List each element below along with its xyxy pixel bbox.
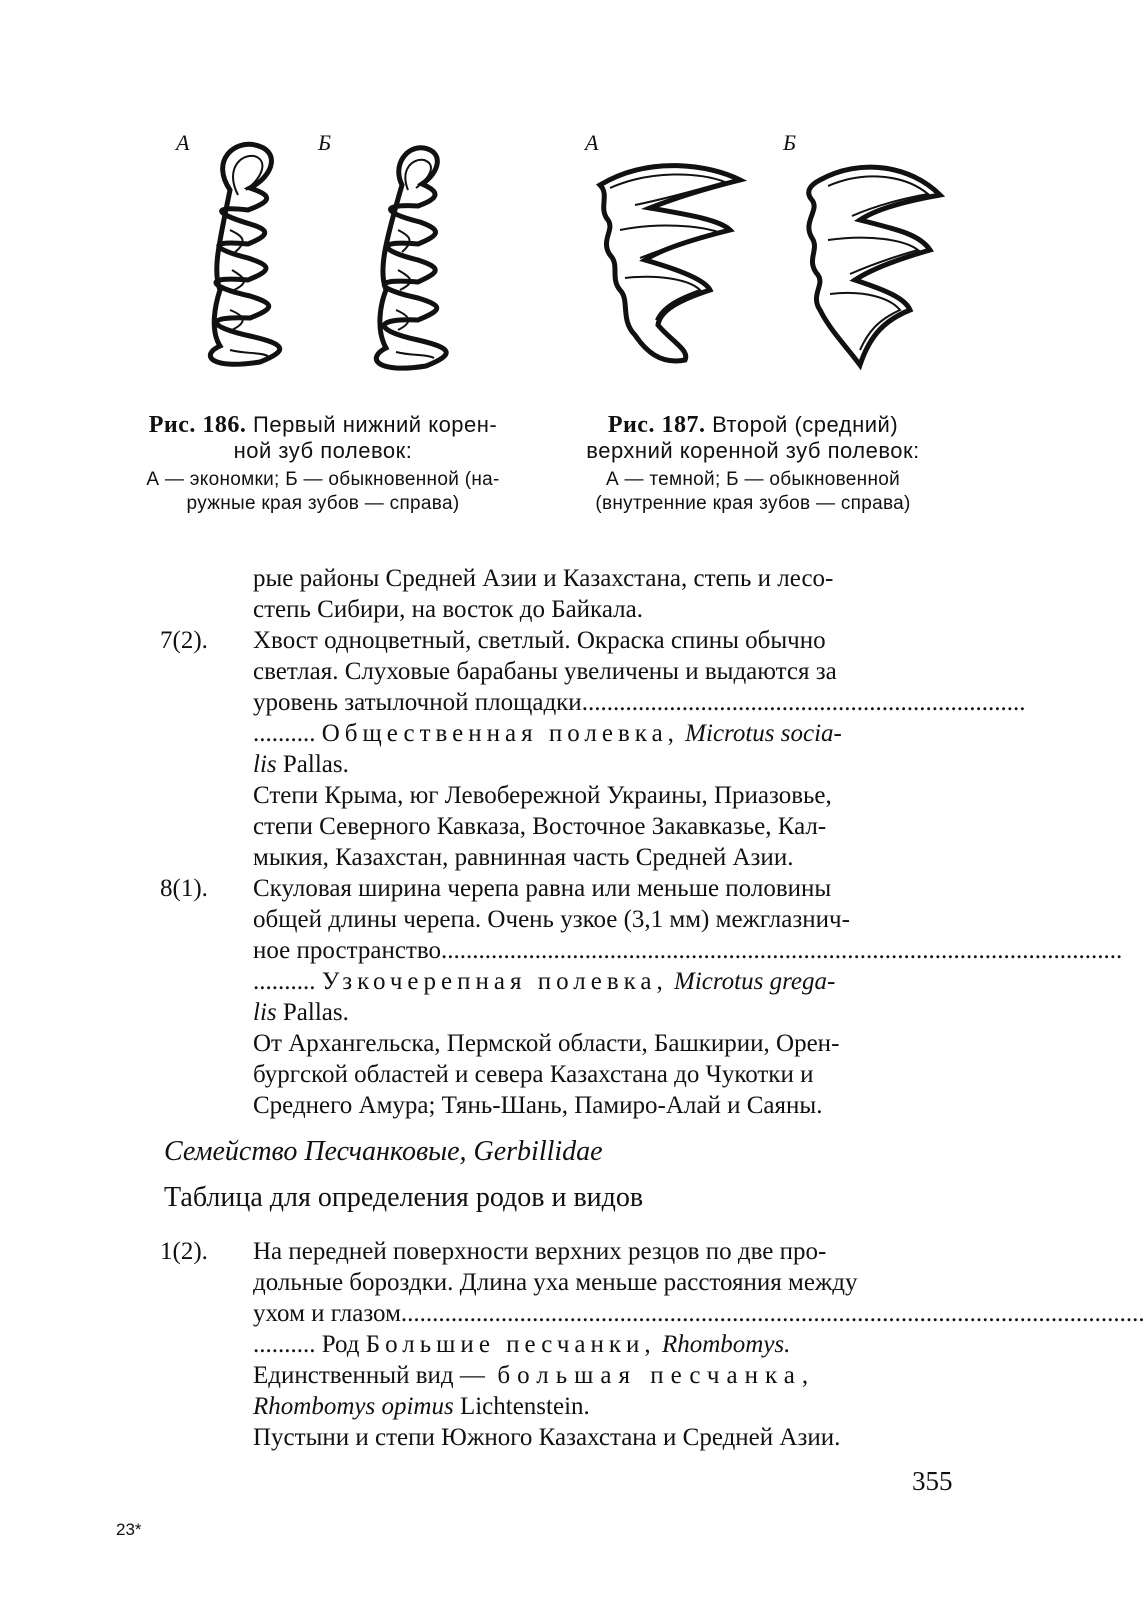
text-line: степи Северного Кавказа, Восточное Закавказье, Кал- — [253, 813, 827, 840]
species-name: Общественная полевка, — [321, 720, 679, 747]
genus-label: Род — [321, 1331, 360, 1358]
species-line — [253, 1329, 949, 1360]
leader-dots: ....................................................................... — [581, 689, 1026, 716]
text-line: Хвост одноцветный, светлый. Окраска спины обычно — [253, 627, 826, 654]
text-line: дольные бороздки. Длина уха меньше расстояния между — [253, 1269, 858, 1296]
leader-dots: .......... — [253, 1331, 316, 1358]
species-line — [253, 749, 949, 780]
fig187-label-b: Б — [783, 130, 796, 155]
leader-dots: ............................................................................................................. — [441, 937, 1123, 964]
text-line: бургской областей и севера Казахстана до Чукотки и — [253, 1061, 814, 1088]
fig187-caption-desc-1: А — темной; Б — обыкновенной — [605, 469, 901, 490]
species-line — [253, 1360, 949, 1391]
table-title: Таблица для определения родов и видов — [164, 1182, 644, 1213]
species-latin: Microtus socia- — [685, 720, 842, 747]
fig186-caption-desc-1: А — экономки; Б — обыкновенной (на- — [146, 469, 500, 490]
fig186-label-a: А — [176, 130, 190, 155]
signature-mark: 23* — [116, 1520, 142, 1539]
fig186-caption-desc-2: ружные края зубов — справа) — [186, 493, 460, 514]
fig187-caption-title-1: Второй (средний) — [712, 412, 899, 437]
text-fragment: ухом и глазом — [253, 1300, 401, 1327]
species-latin: Microtus grega- — [674, 968, 836, 995]
text-line — [253, 687, 1026, 718]
tooth-a-187-illustration — [590, 160, 760, 370]
species-author: Lichtenstein. — [459, 1393, 590, 1420]
species-line — [253, 997, 949, 1028]
fig186-caption-title-2: ной зуб полевок: — [233, 438, 413, 463]
species-line — [253, 1391, 949, 1422]
fig186-caption-number: Рис. 186. — [148, 412, 247, 438]
fig187-caption-number: Рис. 187. — [607, 412, 706, 438]
text-line: От Архангельска, Пермской области, Башкирии, Орен- — [253, 1030, 840, 1057]
species-name: большая песчанка, — [497, 1362, 816, 1389]
species-latin: lis — [253, 999, 277, 1026]
species-line — [253, 966, 949, 997]
fig186-label-b: Б — [318, 130, 331, 155]
text-line: Пустыни и степи Южного Казахстана и Средней Азии. — [253, 1424, 841, 1451]
text-fragment: уровень затылочной площадки — [253, 689, 582, 716]
key-number-1: 1(2). — [160, 1238, 208, 1265]
genus-latin: Rhombomys. — [661, 1331, 791, 1358]
species-latin: lis — [253, 751, 277, 778]
text-line: На передней поверхности верхних резцов по две про- — [253, 1238, 827, 1265]
fig187-caption-title-2: верхний коренной зуб полевок: — [586, 438, 920, 463]
leader-dots: .......... — [253, 968, 316, 995]
text-line — [253, 935, 1123, 966]
page-number: 355 — [912, 1466, 953, 1496]
text-line: светлая. Слуховые барабаны увеличены и выдаются за — [253, 658, 837, 685]
family-heading: Семейство Песчанковые, Gerbillidae — [164, 1136, 603, 1167]
leader-dots: ....................................................................................................................... — [400, 1300, 1145, 1327]
text-line: Степи Крыма, юг Левобережной Украины, Приазовье, — [253, 782, 832, 809]
species-author: Pallas. — [282, 751, 349, 778]
fig186-caption — [118, 412, 528, 516]
fig187-label-a: А — [585, 130, 599, 155]
tooth-b-187-illustration — [790, 160, 950, 370]
species-line — [253, 718, 949, 749]
text-fragment: ное пространство — [253, 937, 441, 964]
key-number-8: 8(1). — [160, 875, 208, 902]
text-line: рые районы Средней Азии и Казахстана, степь и лесо- — [253, 565, 834, 592]
fig187-caption — [548, 412, 958, 516]
genus-name: Большие песчанки, — [365, 1331, 656, 1358]
tooth-a-186-illustration — [190, 140, 320, 390]
fig187-caption-desc-2: (внутренние края зубов — справа) — [595, 493, 911, 514]
text-line: мыкия, Казахстан, равнинная часть Средней Азии. — [253, 844, 794, 871]
text-line: Среднего Амура; Тянь-Шань, Памиро-Алай и Саяны. — [253, 1092, 823, 1119]
species-author: Pallas. — [282, 999, 349, 1026]
text-line: общей длины черепа. Очень узкое (3,1 мм) межглазнич- — [253, 906, 850, 933]
fig186-caption-title-1: Первый нижний корен- — [253, 412, 498, 437]
species-latin: Rhombomys opimus — [253, 1393, 454, 1420]
tooth-b-186-illustration — [352, 140, 482, 390]
text-line: степь Сибири, на восток до Байкала. — [253, 596, 643, 623]
key-number-7: 7(2). — [160, 627, 208, 654]
text-line: Скуловая ширина черепа равна или меньше половины — [253, 875, 832, 902]
text-line — [253, 1298, 1145, 1329]
text-fragment: Единственный вид — — [253, 1362, 485, 1389]
species-name: Узкочерепная полевка, — [321, 968, 668, 995]
leader-dots: .......... — [253, 720, 316, 747]
